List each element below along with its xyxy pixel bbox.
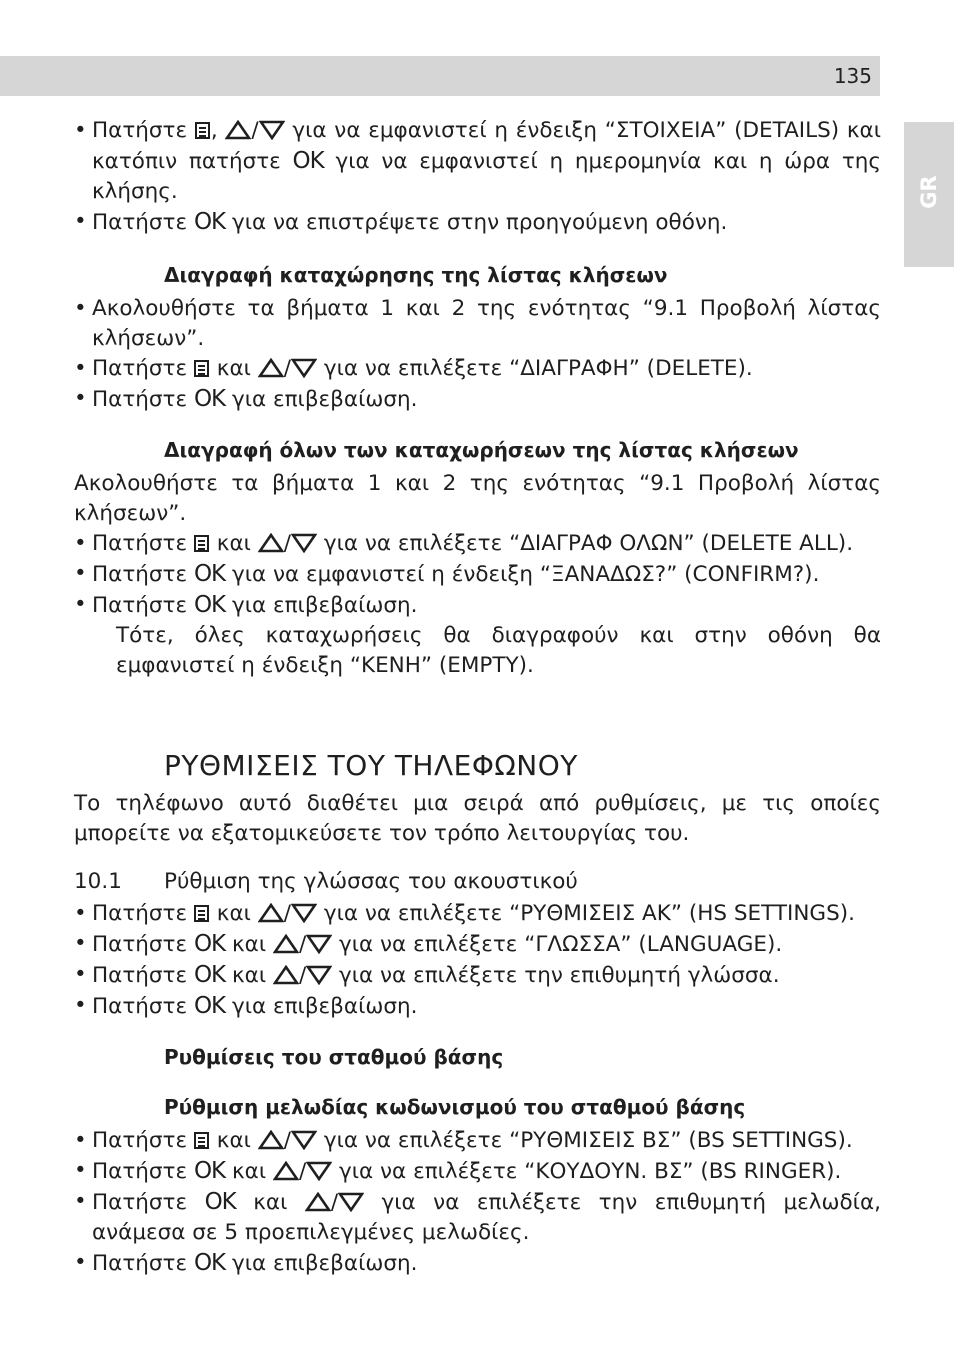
ok-icon: OK — [193, 1250, 226, 1276]
list-item: • Πατήστε και / για να επιλέξετε “ΡΥΘΜΙΣΕΙΣ ΒΣ” (BS SETTINGS). — [74, 1126, 881, 1156]
ok-icon: OK — [193, 993, 226, 1019]
subheading: Ρυθμίσεις του σταθμού βάσης — [164, 1045, 504, 1069]
list-item: • Πατήστε OK για επιβεβαίωση. — [74, 384, 881, 415]
list-item: • Πατήστε και / για να επιλέξετε “ΔΙΑΓΡΑΦΗ” (DELETE). — [74, 354, 881, 384]
down-triangle-icon — [338, 1192, 364, 1212]
up-triangle-icon — [225, 120, 251, 140]
ok-icon: OK — [292, 148, 324, 174]
subheading: Διαγραφή καταχώρησης της λίστας κλήσεων — [164, 263, 668, 287]
up-triangle-icon — [258, 358, 284, 378]
list-item: • Πατήστε OK και / για να επιλέξετε την επιθυμητή μελωδία, ανάμεσα σε 5 προεπιλεγμένες μελωδίες. — [74, 1187, 881, 1248]
down-triangle-icon — [291, 358, 317, 378]
menu-icon — [194, 535, 209, 552]
list-item: • Πατήστε , / για να εμφανιστεί η ένδειξη “ΣΤΟΙΧΕΙΑ” (DETAILS) και κατόπιν πατήστε OK για να εμφανιστεί η ημερομηνία και η ώρα της κλήσης. — [74, 116, 881, 207]
ok-icon: OK — [193, 561, 226, 587]
list-item: • Ακολουθήστε τα βήματα 1 και 2 της ενότητας “9.1 Προβολή λίστας κλήσεων”. — [74, 294, 881, 354]
list-item: • Πατήστε OK για επιβεβαίωση. — [74, 991, 881, 1022]
list-item: • Πατήστε OK για επιβεβαίωση. — [74, 1248, 881, 1279]
down-triangle-icon — [259, 120, 285, 140]
up-triangle-icon — [258, 903, 284, 923]
down-triangle-icon — [306, 965, 332, 985]
up-triangle-icon — [305, 1192, 331, 1212]
down-triangle-icon — [306, 934, 332, 954]
ok-icon: OK — [193, 209, 226, 235]
up-triangle-icon — [258, 533, 284, 553]
ok-icon: OK — [193, 386, 226, 412]
list-item: • Πατήστε και / για να επιλέξετε “ΔΙΑΓΡΑΦ ΟΛΩΝ” (DELETE ALL). — [74, 529, 881, 559]
numbered-heading — [74, 867, 881, 897]
language-tab — [904, 122, 954, 267]
down-triangle-icon — [291, 903, 317, 923]
header-bar — [0, 56, 880, 96]
up-triangle-icon — [273, 1161, 299, 1181]
up-triangle-icon — [273, 934, 299, 954]
list-item: • Πατήστε OK για επιβεβαίωση. — [74, 590, 881, 621]
ok-icon: OK — [193, 962, 226, 988]
menu-icon — [194, 360, 209, 377]
section-title: ΡΥΘΜΙΣΕΙΣ ΤΟΥ ΤΗΛΕΦΩΝΟΥ — [164, 749, 578, 782]
up-triangle-icon — [258, 1130, 284, 1150]
down-triangle-icon — [306, 1161, 332, 1181]
down-triangle-icon — [291, 533, 317, 553]
list-item: • Πατήστε OK και / για να επιλέξετε “ΚΟΥΔΟΥΝ. ΒΣ” (BS RINGER). — [74, 1156, 881, 1187]
list-item: • Πατήστε OK για να επιστρέψετε στην προηγούμενη οθόνη. — [74, 207, 881, 238]
page-content — [74, 116, 881, 1279]
menu-icon — [194, 1132, 209, 1149]
down-triangle-icon — [291, 1130, 317, 1150]
list-item: • Πατήστε OK και / για να επιλέξετε “ΓΛΩΣΣΑ” (LANGUAGE). — [74, 929, 881, 960]
heading-number: 10.1 — [74, 869, 122, 894]
menu-icon — [195, 122, 210, 139]
note-text: Τότε, όλες καταχωρήσεις θα διαγραφούν και στην οθόνη θα εμφανιστεί η ένδειξη “ΚΕΝΗ” (EMPTY). — [116, 623, 881, 678]
up-triangle-icon — [273, 965, 299, 985]
list-item: • Πατήστε OK και / για να επιλέξετε την επιθυμητή γλώσσα. — [74, 960, 881, 991]
ok-icon: OK — [193, 1158, 226, 1184]
subheading: Ρύθμιση μελωδίας κωδωνισμού του σταθμού βάσης — [164, 1095, 746, 1119]
heading-text: Ρύθμιση της γλώσσας του ακουστικού — [164, 869, 578, 894]
list-item: • Πατήστε OK για να εμφανιστεί η ένδειξη “ΞΑΝΑΔΩΣ?” (CONFIRM?). — [74, 559, 881, 590]
subheading: Διαγραφή όλων των καταχωρήσεων της λίστας κλήσεων — [164, 438, 799, 462]
language-tab-label: GR — [917, 175, 941, 209]
list-item: • Πατήστε και / για να επιλέξετε “ΡΥΘΜΙΣΕΙΣ ΑΚ” (HS SETTINGS). — [74, 899, 881, 929]
menu-icon — [194, 905, 209, 922]
paragraph: Ακολουθήστε τα βήματα 1 και 2 της ενότητας “9.1 Προβολή λίστας κλήσεων”. — [74, 471, 881, 526]
ok-icon: OK — [193, 592, 226, 618]
ok-icon: OK — [193, 931, 226, 957]
ok-icon: OK — [204, 1189, 236, 1215]
paragraph: Το τηλέφωνο αυτό διαθέτει μια σειρά από ρυθμίσεις, με τις οποίες μπορείτε να εξατομικεύσετε τον τρόπο λειτουργίας του. — [74, 791, 881, 846]
page-number: 135 — [833, 64, 872, 88]
